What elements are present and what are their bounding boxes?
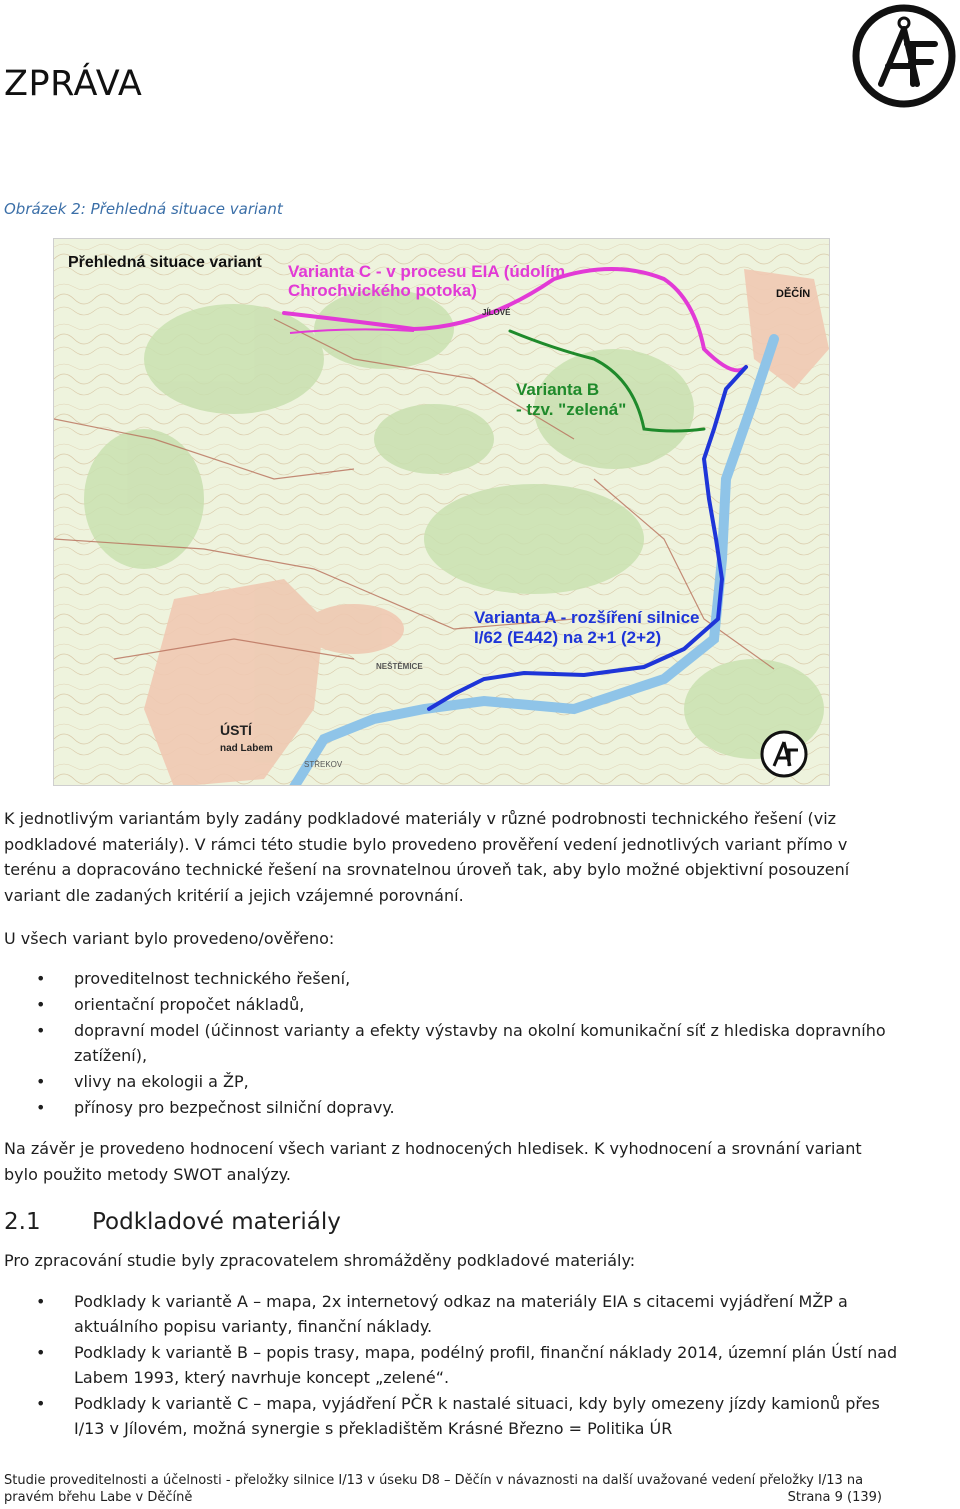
bullet-icon: • bbox=[36, 1343, 46, 1362]
section-number: 2.1 bbox=[4, 1209, 41, 1235]
section-heading bbox=[4, 1209, 341, 1235]
variant-b-label-line1: Varianta B bbox=[516, 380, 600, 399]
page-number: Strana 9 (139) bbox=[787, 1490, 882, 1505]
document-title: ZPRÁVA bbox=[4, 64, 143, 104]
bullet-icon: • bbox=[36, 1021, 46, 1040]
list-item: • orientační propočet nákladů, bbox=[0, 992, 900, 1017]
company-logo bbox=[851, 4, 957, 108]
bullet-icon: • bbox=[36, 1072, 46, 1091]
place-strekov: STŘEKOV bbox=[304, 760, 343, 769]
place-usti-line2: nad Labem bbox=[220, 743, 273, 754]
figure-caption: Obrázek 2: Přehledná situace variant bbox=[4, 200, 283, 218]
list-item: • Podklady k variantě A – mapa, 2x internetový odkaz na materiály EIA s citacemi vyjádření MŽP a aktuálního popisu varianty, finanční náklady. bbox=[0, 1289, 900, 1339]
place-nestemice: NEŠTĚMICE bbox=[376, 662, 423, 671]
list-item: • Podklady k variantě C – mapa, vyjádření PČR k nastalé situaci, kdy byly omezeny jízdy kamionů přes I/13 v Jílovém, možná synergie s překladištěm Krásné Březno = Politika ÚR bbox=[0, 1391, 900, 1441]
variant-a-label-line2: I/62 (E442) na 2+1 (2+2) bbox=[474, 628, 662, 647]
section-title: Podkladové materiály bbox=[92, 1209, 341, 1235]
variant-b-label-line2: - tzv. "zelená" bbox=[516, 400, 627, 419]
place-decin: DĚČÍN bbox=[776, 288, 811, 300]
map-logo bbox=[762, 732, 806, 776]
place-usti-line1: ÚSTÍ bbox=[220, 722, 252, 738]
variant-c-label-line1: Varianta C - v procesu EIA (údolím bbox=[288, 262, 566, 281]
variant-c-label-line2: Chrochvického potoka) bbox=[288, 281, 477, 300]
bullet-icon: • bbox=[36, 1098, 46, 1117]
list-item: • vlivy na ekologii a ŽP, bbox=[0, 1069, 900, 1094]
paragraph-evaluation: Na závěr je provedeno hodnocení všech variant z hodnocených hledisek. K vyhodnocení a srovnání variant bylo použito metody SWOT analýzy. bbox=[4, 1139, 862, 1184]
list-item: • Podklady k variantě B – popis trasy, mapa, podélný profil, finanční náklady 2014, územní plán Ústí nad Labem 1993, který navrhuje koncept „zelené“. bbox=[0, 1340, 900, 1390]
variant-overview-map bbox=[53, 238, 830, 786]
bullet-icon: • bbox=[36, 995, 46, 1014]
list-item: • proveditelnost technického řešení, bbox=[0, 966, 900, 991]
footer-text: Studie proveditelnosti a účelnosti - přeložky silnice I/13 v úseku D8 – Děčín v návaznosti na další uvažované vedení přeložky I/13 na pravém břehu Labe v Děčíně bbox=[4, 1473, 864, 1505]
map-title: Přehledná situace variant bbox=[68, 254, 262, 271]
page-footer bbox=[4, 1472, 904, 1506]
materials-list bbox=[0, 1289, 900, 1442]
paragraph-checked-list-intro: U všech variant bylo provedeno/ověřeno: bbox=[4, 929, 335, 948]
bullet-icon: • bbox=[36, 1394, 46, 1413]
bullet-icon: • bbox=[36, 1292, 46, 1311]
place-jilove: JÍLOVÉ bbox=[482, 308, 511, 317]
bullet-icon: • bbox=[36, 969, 46, 988]
paragraph-variants-intro: K jednotlivým variantám byly zadány podkladové materiály v různé podrobnosti technického řešení (viz podkladové materiály). V rámci této studie bylo provedeno prověření vedení jednotlivých variant přímo v terénu a dopracováno technické řešení na srovnatelnou úroveň tak, aby bylo možné objektivní posouzení variant dle zadaných kritérií a jejich vzájemné porovnání. bbox=[4, 809, 850, 905]
variant-a-label-line1: Varianta A - rozšíření silnice bbox=[474, 608, 700, 627]
checked-items-list bbox=[0, 966, 900, 1121]
list-item: • dopravní model (účinnost varianty a efekty výstavby na okolní komunikační síť z hlediska dopravního zatížení), bbox=[0, 1018, 900, 1068]
paragraph-materials-intro: Pro zpracování studie byly zpracovatelem shromážděny podkladové materiály: bbox=[4, 1251, 636, 1270]
list-item: • přínosy pro bezpečnost silniční dopravy. bbox=[0, 1095, 900, 1120]
